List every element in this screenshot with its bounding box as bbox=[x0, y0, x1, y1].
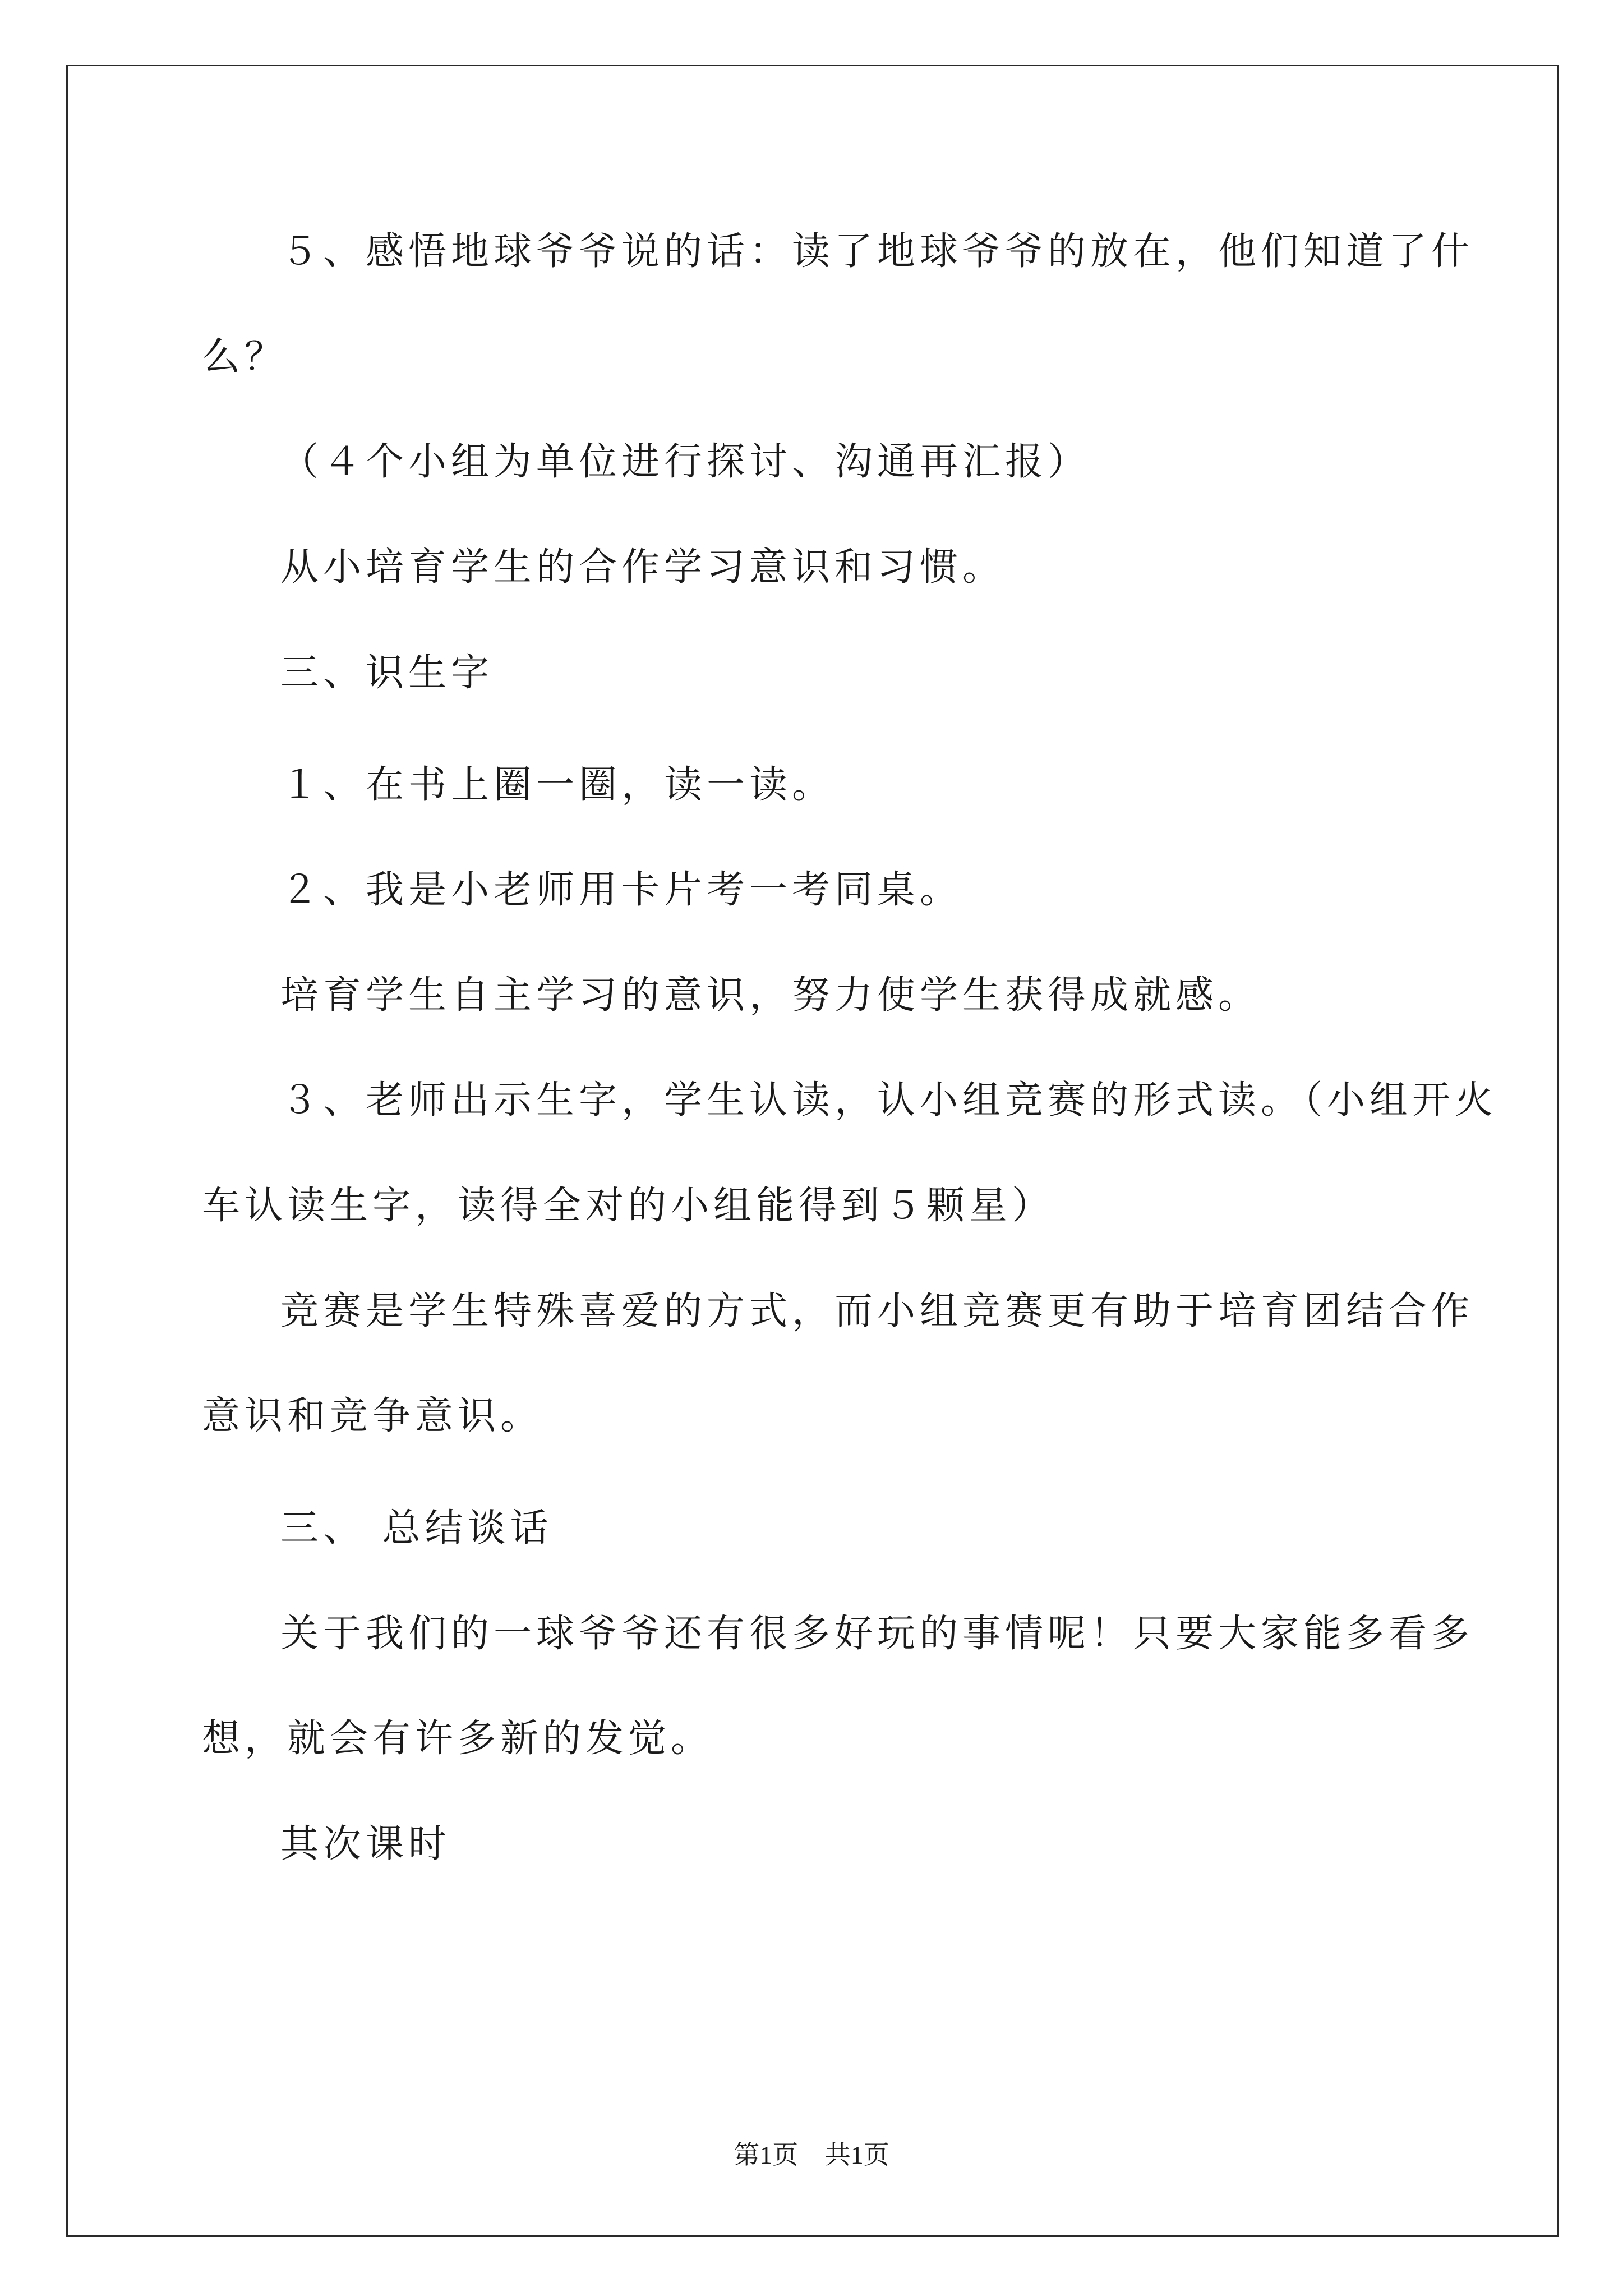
paragraph: 竞赛是学生特殊喜爱的方式，而小组竞赛更有助于培育团结合作 bbox=[280, 1289, 1474, 1333]
section-heading: 三、识生字 bbox=[280, 651, 494, 695]
page-border bbox=[66, 65, 1559, 2237]
page-footer bbox=[0, 2134, 1623, 2171]
section-heading: 三、 总结谈话 bbox=[280, 1506, 553, 1550]
paragraph: 想，就会有许多新的发觉。 bbox=[202, 1717, 714, 1761]
paragraph: ５、感悟地球爷爷说的话：读了地球爷爷的放在，他们知道了什 bbox=[280, 229, 1474, 274]
page-number: 第1页 bbox=[734, 2141, 799, 2169]
paragraph: ３、老师出示生字，学生认读，认小组竞赛的形式读。（小组开火 bbox=[280, 1078, 1498, 1122]
paragraph: 从小培育学生的合作学习意识和习惯。 bbox=[280, 545, 1006, 590]
paragraph: 培育学生自主学习的意识，努力使学生获得成就感。 bbox=[280, 973, 1261, 1018]
paragraph: 意识和竞争意识。 bbox=[202, 1394, 543, 1438]
paragraph: 关于我们的一球爷爷还有很多好玩的事情呢！只要大家能多看多 bbox=[280, 1612, 1474, 1656]
paragraph: ２、我是小老师用卡片考一考同桌。 bbox=[280, 868, 963, 912]
paragraph: 么？ bbox=[202, 335, 288, 379]
paragraph: １、在书上圈一圈，读一读。 bbox=[280, 763, 835, 807]
paragraph: 车认读生字，读得全对的小组能得到５颗星） bbox=[202, 1184, 1055, 1228]
paragraph: 其次课时 bbox=[280, 1822, 451, 1866]
page-total: 共1页 bbox=[824, 2141, 889, 2169]
paragraph: （４个小组为单位进行探讨、沟通再汇报） bbox=[280, 440, 1091, 484]
